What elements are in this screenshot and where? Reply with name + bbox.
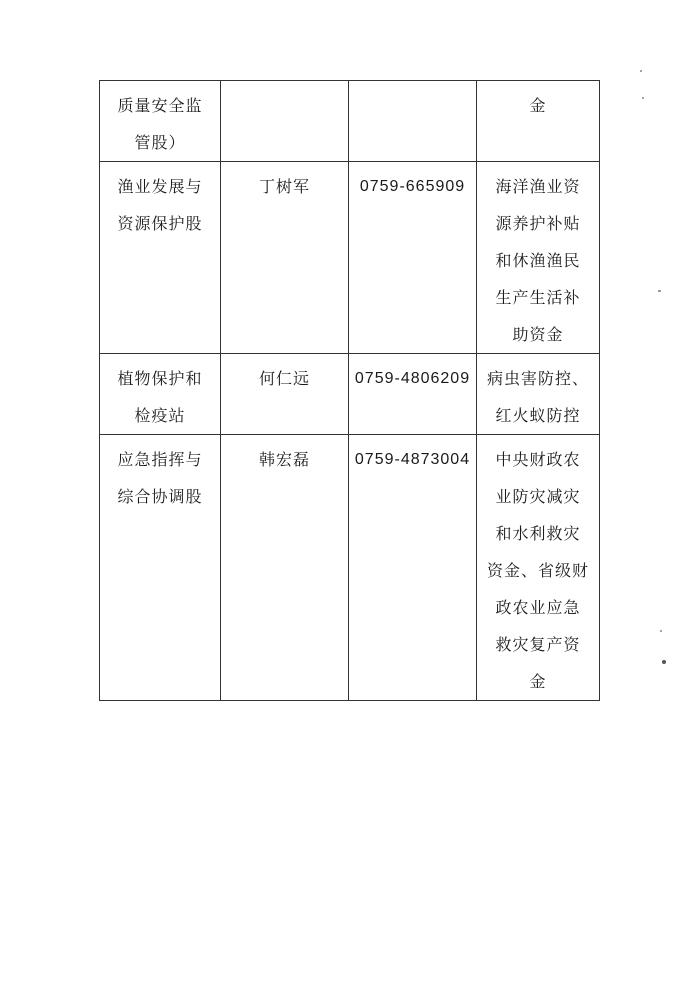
contact-cell [221,435,349,701]
phone-cell [349,354,477,435]
department-cell [100,162,221,354]
table-row [100,81,600,162]
contact-cell [221,354,349,435]
phone-cell [349,435,477,701]
funds-cell [477,81,600,162]
phone-text: 0759-4873004 [354,451,471,468]
contact-text: 何仁远 [258,369,310,388]
department-text: 质量安全监 管股） [117,96,203,152]
phone-text [349,81,476,87]
funds-text: 中央财政农 业防灾减灾 和水利救灾 资金、省级财 政农业应急 救灾复产资 金 [486,450,589,691]
department-cell [100,354,221,435]
department-text: 渔业发展与 资源保护股 [117,177,203,233]
table-row [100,354,600,435]
funds-cell [477,354,600,435]
scan-speck [640,70,642,72]
scan-speck [662,660,666,664]
funds-text: 金 [529,96,547,115]
contact-cell [221,81,349,162]
contact-cell [221,162,349,354]
phone-cell [349,162,477,354]
table-row [100,162,600,354]
phone-text: 0759-4806209 [354,370,471,387]
scan-speck [658,290,661,292]
scan-speck [660,630,662,632]
funds-cell [477,162,600,354]
contact-table [99,80,600,701]
department-text: 应急指挥与 综合协调股 [117,450,203,506]
contact-text: 韩宏磊 [258,450,310,469]
department-text: 植物保护和 检疫站 [117,369,203,425]
table-row [100,435,600,701]
funds-text: 海洋渔业资 源养护补贴 和休渔渔民 生产生活补 助资金 [495,177,581,344]
phone-cell [349,81,477,162]
department-cell [100,435,221,701]
department-cell [100,81,221,162]
funds-text: 病虫害防控、 红火蚁防控 [486,369,589,425]
contact-text [221,81,348,87]
scan-speck [642,97,644,99]
funds-cell [477,435,600,701]
phone-text: 0759-665909 [359,178,466,195]
contact-text: 丁树军 [258,177,310,196]
